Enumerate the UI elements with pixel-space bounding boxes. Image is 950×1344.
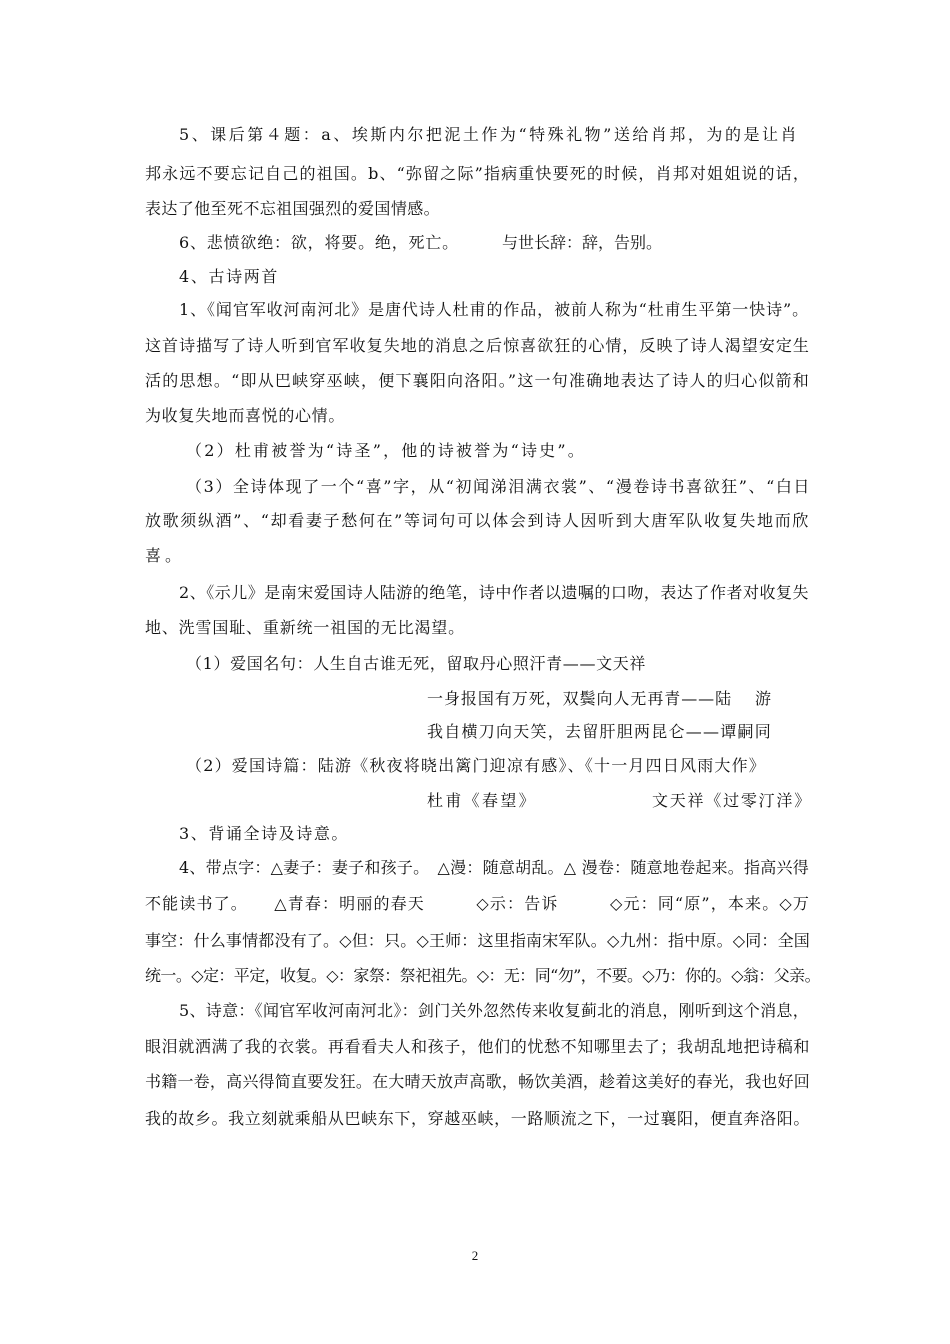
text-line: 邦永远不要忘记自己的祖国。b、“弥留之际”指病重快要死的时候，肖邦对姐姐说的话， (145, 164, 810, 183)
section-heading: 4、古诗两首 (179, 267, 279, 286)
text-line: 4、带点字：△妻子：妻子和孩子。 △漫：随意胡乱。△ 漫卷：随意地卷起来。指高兴得 (179, 858, 809, 877)
text-line: 文天祥《过零汀洋》 (652, 791, 812, 810)
page-number: 2 (471, 1248, 479, 1263)
text-line: 事空：什么事情都没有了。◇但：只。◇王师：这里指南宋军队。◇九州：指中原。◇同：全国 (145, 931, 810, 950)
text-line: 不能读书了。 △青春：明丽的春天 ◇示：告诉 ◇元：同“原”，本来。◇万 (145, 894, 810, 913)
text-line: 这首诗描写了诗人听到官军收复失地的消息之后惊喜欲狂的心情，反映了诗人渴望安定生 (145, 336, 810, 355)
text-line: （2）爱国诗篇：陆游《秋夜将晓出篱门迎凉有感》、《十一月四日风雨大作》 (186, 756, 766, 775)
text-line: 杜甫《春望》 (427, 791, 537, 810)
text-line: 喜。 (145, 546, 185, 565)
text-line: 5、诗意：《闻官军收河南河北》：剑门关外忽然传来收复蓟北的消息，刚听到这个消息， (179, 1001, 809, 1020)
text-line: 1、《闻官军收河南河北》是唐代诗人杜甫的作品，被前人称为“杜甫生平第一快诗”。 (179, 300, 809, 319)
text-line: 统一。◇定：平定，收复。◇：家祭：祭祀祖先。◇：无：同“勿”，不要。◇乃：你的。◇翁：父亲。 (145, 966, 820, 985)
text-line: （1）爱国名句：人生自古谁无死，留取丹心照汗青——文天祥 (186, 654, 646, 673)
text-line: 书籍一卷，高兴得简直要发狂。在大晴天放声高歌，畅饮美酒，趁着这美好的春光，我也好回 (145, 1072, 810, 1091)
text-line: 放歌须纵酒”、“却看妻子愁何在”等词句可以体会到诗人因听到大唐军队收复失地而欣 (145, 511, 810, 530)
text-line: 我的故乡。我立刻就乘船从巴峡东下，穿越巫峡，一路顺流之下，一过襄阳，便直奔洛阳。 (145, 1109, 810, 1128)
text-line: 表达了他至死不忘祖国强烈的爱国情感。 (145, 199, 440, 218)
text-line: 一身报国有万死，双鬓向人无再青——陆 游 (427, 689, 772, 708)
text-line: 与世长辞：辞，告别。 (502, 233, 662, 252)
text-line: 我自横刀向天笑，去留肝胆两昆仑——谭嗣同 (427, 722, 772, 741)
text-line: 5、课后第４题：a、埃斯内尔把泥土作为“特殊礼物”送给肖邦，为的是让肖 (179, 125, 799, 144)
text-line: （2）杜甫被誉为“诗圣”，他的诗被誉为“诗史”。 (186, 441, 586, 460)
text-line: 地、洗雪国耻、重新统一祖国的无比渴望。 (145, 618, 465, 637)
text-line: 活的思想。“即从巴峡穿巫峡，便下襄阳向洛阳。”这一句准确地表达了诗人的归心似箭和 (145, 371, 810, 390)
text-line: 眼泪就洒满了我的衣裳。再看看夫人和孩子，他们的忧愁不知哪里去了；我胡乱地把诗稿和 (145, 1037, 810, 1056)
text-line: 2、《示儿》是南宋爱国诗人陆游的绝笔，诗中作者以遗嘱的口吻，表达了作者对收复失 (179, 583, 809, 602)
text-line: 6、悲愤欲绝：欲，将要。绝，死亡。 (179, 233, 459, 252)
text-line: （3）全诗体现了一个“喜”字，从“初闻涕泪满衣裳”、“漫卷诗书喜欲狂”、“白日 (186, 477, 811, 496)
text-line: 为收复失地而喜悦的心情。 (145, 406, 345, 425)
text-line: 3、背诵全诗及诗意。 (179, 824, 349, 843)
